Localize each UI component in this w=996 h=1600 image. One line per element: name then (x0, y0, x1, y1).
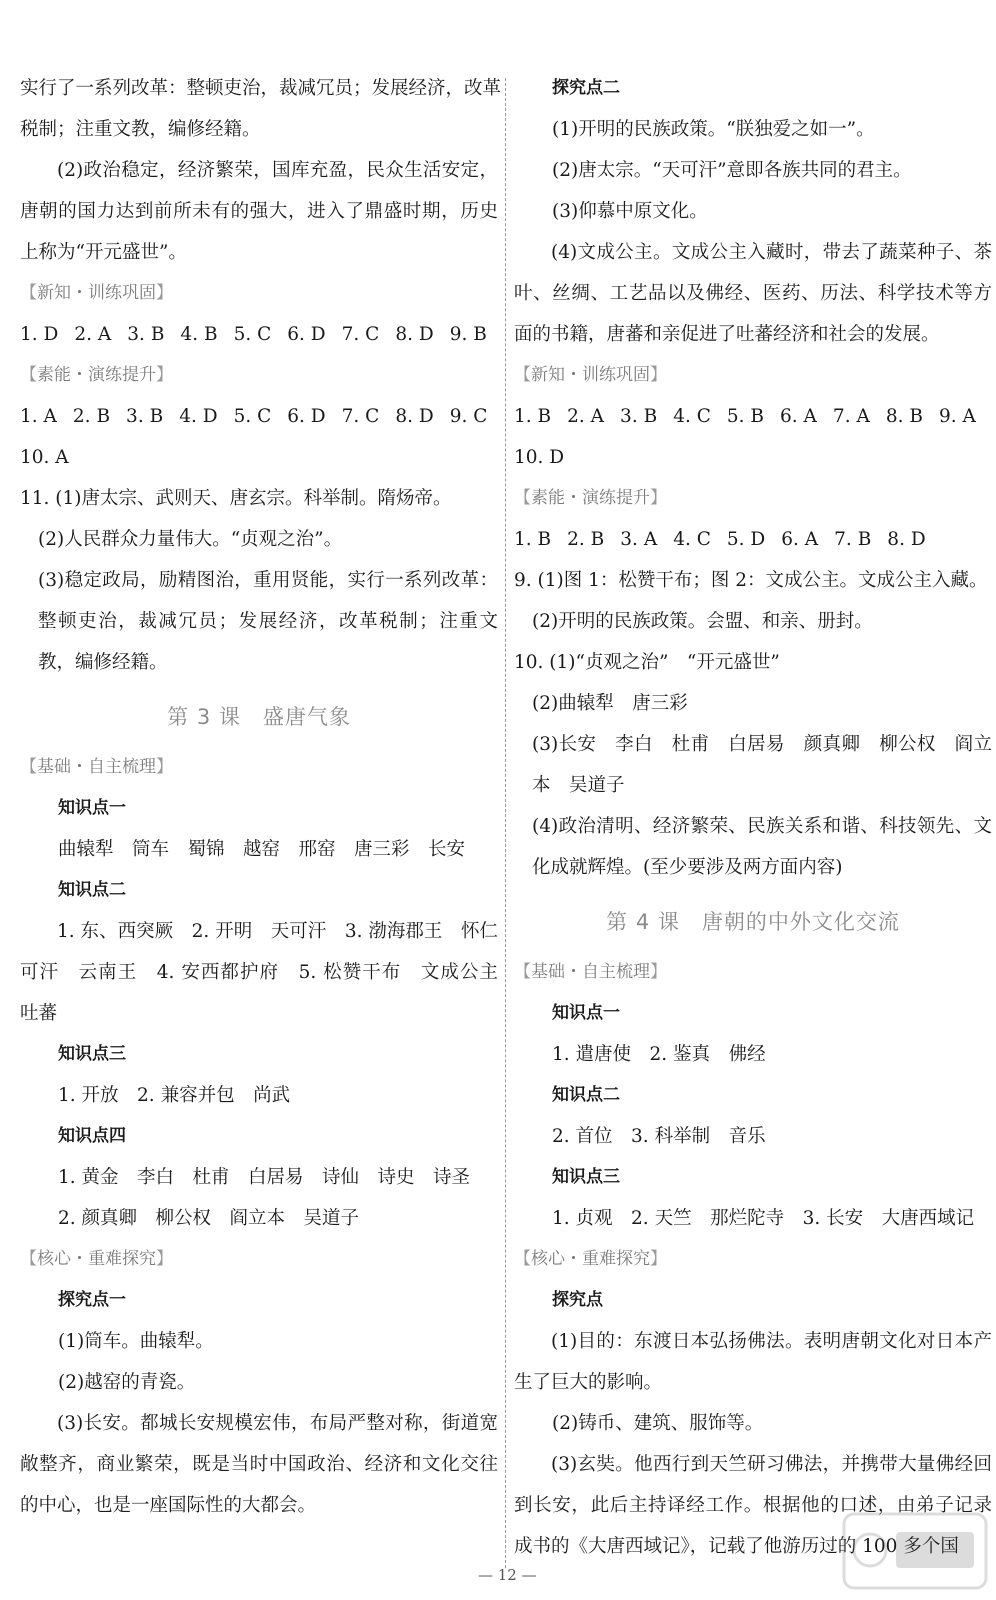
knowledge-point-text: 曲辕犁 筒车 蜀锦 越窑 邢窑 唐三彩 长安 (58, 839, 466, 860)
exploration-point-label: 探究点二 (552, 78, 620, 98)
answer-item: 5. C (233, 406, 272, 427)
answer-q10-3: (3)长安 李白 杜甫 白居易 颜真卿 柳公权 阎立本 吴道子 (532, 734, 992, 796)
answer-item: 1. B (514, 529, 552, 550)
exploration-answer: (1)筒车。曲辕犁。 (58, 1331, 214, 1352)
answer-item: 6. A (780, 406, 817, 427)
section-header: 【核心・重难探究】 (20, 1249, 173, 1269)
exploration-answer: (3)仰慕中原文化。 (552, 201, 708, 222)
answer-item: 2. B (72, 406, 111, 427)
exploration-answer: (3)玄奘。他西行到天竺研习佛法，并携带大量佛经回到长安，此后主持译经工作。根据他的口述，由弟子记录成书的《大唐西域记》，记载了他游历过的 100 多个国 (514, 1454, 992, 1557)
answer-q11-1: 11. (1)唐太宗、武则天、唐玄宗。科举制。隋炀帝。 (20, 488, 452, 509)
knowledge-point-text: 1. 遣唐使 2. 鉴真 佛经 (552, 1044, 766, 1065)
answer-item: 5. D (726, 529, 766, 550)
answer-item: 4. D (179, 406, 218, 427)
answer-q9-1: 9. (1)图 1：松赞干布；图 2：文成公主。文成公主入藏。 (514, 570, 988, 591)
answer-item: 7. B (834, 529, 872, 550)
answer-q10-1: 10. (1)“贞观之治” “开元盛世” (514, 652, 780, 673)
answer-item: 8. D (395, 324, 434, 345)
answer-item: 9. C (449, 406, 488, 427)
exploration-answer: (1)目的：东渡日本弘扬佛法。表明唐朝文化对日本产生了巨大的影响。 (514, 1331, 992, 1393)
answer-item: 9. B (449, 324, 487, 345)
answer-item: 2. A (74, 324, 112, 345)
answer-row (514, 519, 992, 560)
answer-item: 3. B (126, 406, 164, 427)
answer-q9-2: (2)开明的民族政策。会盟、和亲、册封。 (532, 611, 873, 632)
answer-item: 7. A (832, 406, 870, 427)
section-header: 【素能・演练提升】 (514, 488, 667, 508)
knowledge-point-label: 知识点三 (58, 1044, 126, 1064)
section-header: 【基础・自主梳理】 (20, 757, 173, 777)
section-header: 【素能・演练提升】 (20, 365, 173, 385)
exploration-answer: (4)文成公主。文成公主入藏时，带去了蔬菜种子、茶叶、丝绸、工艺品以及佛经、医药、历法、科学技术等方面的书籍，唐蕃和亲促进了吐蕃经济和社会的发展。 (514, 242, 992, 345)
answer-item: 6. A (781, 529, 819, 550)
answer-item: 4. B (180, 324, 218, 345)
answer-item: 1. D (20, 324, 59, 345)
knowledge-point-text: 1. 东、西突厥 2. 开明 天可汗 3. 渤海郡王 怀仁可汗 云南王 4. 安西都护府 5. 松赞干布 文成公主 吐蕃 (20, 921, 517, 1024)
left-column (20, 0, 517, 1526)
right-column (514, 0, 992, 1567)
exploration-answer: (1)开明的民族政策。“朕独爱之如一”。 (552, 119, 875, 140)
knowledge-point-text: 1. 贞观 2. 天竺 那烂陀寺 3. 长安 大唐西域记 (552, 1208, 975, 1229)
answer-paragraph: (2)政治稳定，经济繁荣，国库充盈，民众生活安定，唐朝的国力达到前所未有的强大，进入了鼎盛时期，历史上称为“开元盛世”。 (20, 160, 498, 263)
answer-q11-2: (2)人民群众力量伟大。“贞观之治”。 (38, 529, 343, 550)
exploration-answer: (2)越窑的青瓷。 (58, 1372, 196, 1393)
answer-item: 3. A (620, 529, 658, 550)
exploration-point-label: 探究点 (552, 1290, 603, 1310)
answer-item: 4. C (673, 529, 711, 550)
answer-item: 5. C (233, 324, 272, 345)
knowledge-point-text: 2. 颜真卿 柳公权 阎立本 吴道子 (58, 1208, 360, 1229)
answer-row (20, 314, 498, 355)
section-header: 【基础・自主梳理】 (514, 962, 667, 982)
intro-line-1: 实行了一系列改革：整顿吏治，裁减冗员；发展经济，改革 (20, 78, 502, 99)
exploration-point-label: 探究点一 (58, 1290, 126, 1310)
answer-item: 3. B (620, 406, 658, 427)
answer-q10: 10. A (20, 447, 69, 468)
answer-q10-4: (4)政治清明、经济繁荣、民族关系和谐、科技领先、文化成就辉煌。(至少要涉及两方面内容) (532, 816, 992, 878)
answer-item: 1. B (514, 406, 552, 427)
answer-item: 7. C (341, 324, 380, 345)
answer-row (20, 396, 498, 437)
answer-item: 8. D (395, 406, 434, 427)
knowledge-point-label: 知识点三 (552, 1167, 620, 1187)
intro-line-2: 税制；注重文教，编修经籍。 (20, 119, 261, 140)
knowledge-point-label: 知识点二 (552, 1085, 620, 1105)
answer-item: 8. B (885, 406, 923, 427)
exploration-answer: (2)唐太宗。“天可汗”意即各族共同的君主。 (552, 160, 912, 181)
answer-item: 9. A (938, 406, 976, 427)
answer-item: 6. D (287, 324, 326, 345)
exploration-answer: (2)铸币、建筑、服饰等。 (552, 1413, 764, 1434)
section-header: 【新知・训练巩固】 (514, 365, 667, 385)
knowledge-point-label: 知识点四 (58, 1126, 126, 1146)
answer-item: 1. A (20, 406, 57, 427)
page-number: — 12 — (478, 1566, 537, 1584)
answer-item: 6. D (287, 406, 326, 427)
lesson-title: 第 3 课 盛唐气象 (167, 705, 351, 729)
knowledge-point-text: 1. 黄金 李白 杜甫 白居易 诗仙 诗史 诗圣 (58, 1167, 471, 1188)
lesson-title: 第 4 课 唐朝的中外文化交流 (606, 910, 900, 934)
answer-q10-2: (2)曲辕犁 唐三彩 (532, 693, 688, 714)
knowledge-point-label: 知识点一 (552, 1003, 620, 1023)
knowledge-point-label: 知识点二 (58, 880, 126, 900)
answer-item: 5. B (726, 406, 765, 427)
knowledge-point-label: 知识点一 (58, 798, 126, 818)
answer-q10: 10. D (514, 447, 565, 468)
answer-item: 8. D (887, 529, 926, 550)
answer-item: 2. A (567, 406, 605, 427)
answer-item: 3. B (127, 324, 165, 345)
watermark-logo (840, 1510, 990, 1592)
section-header: 【新知・训练巩固】 (20, 283, 173, 303)
exploration-answer: (3)长安。都城长安规模宏伟，布局严整对称，街道宽敞整齐，商业繁荣，既是当时中国政治、经济和文化交往的中心，也是一座国际性的大都会。 (20, 1413, 498, 1516)
knowledge-point-text: 2. 首位 3. 科举制 音乐 (552, 1126, 766, 1147)
knowledge-point-text: 1. 开放 2. 兼容并包 尚武 (58, 1085, 291, 1106)
answer-item: 2. B (567, 529, 605, 550)
answer-row (514, 396, 992, 437)
answer-item: 4. C (673, 406, 711, 427)
section-header: 【核心・重难探究】 (514, 1249, 667, 1269)
answer-q11-3: (3)稳定政局，励精图治，重用贤能，实行一系列改革：整顿吏治，裁减冗员；发展经济，改革税制；注重文教，编修经籍。 (38, 570, 498, 673)
answer-item: 7. C (341, 406, 380, 427)
column-divider (505, 78, 506, 1568)
